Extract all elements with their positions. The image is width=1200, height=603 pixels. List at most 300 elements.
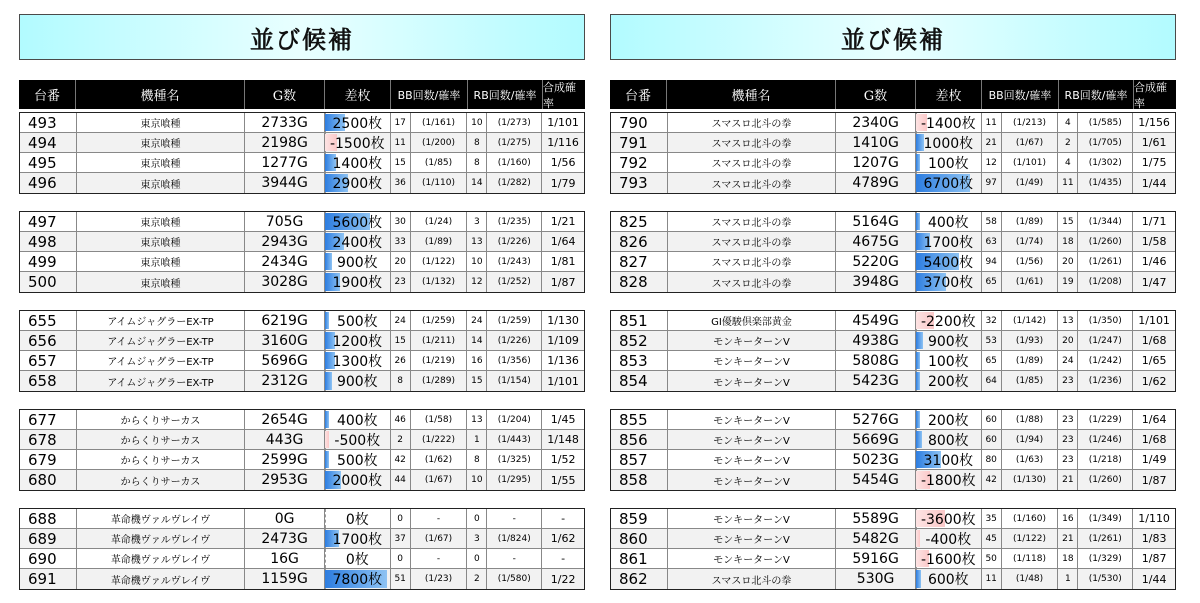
difference-value: -500枚	[334, 432, 381, 449]
machine-number-cell: 854	[611, 371, 668, 391]
difference-bar	[916, 352, 920, 369]
rb-rate-cell: -	[487, 509, 542, 528]
difference-cell	[325, 212, 391, 231]
difference-bar	[916, 530, 920, 547]
difference-value: -1600枚	[920, 551, 976, 568]
difference-bar	[916, 431, 922, 448]
rb-count-cell: 3	[467, 529, 487, 548]
difference-cell	[916, 311, 982, 330]
bb-rate-cell: (1/130)	[1002, 470, 1059, 490]
difference-value: 6700枚	[923, 176, 974, 192]
game-count-cell: 5916G	[836, 549, 916, 568]
bb-count-cell: 94	[982, 252, 1002, 271]
difference-cell	[325, 232, 391, 251]
rb-count-cell: 14	[467, 331, 487, 350]
total-rate-cell: 1/87	[1141, 552, 1167, 565]
total-rate-cell: 1/45	[550, 413, 576, 426]
difference-cell	[916, 212, 982, 231]
machine-number-cell: 500	[20, 272, 77, 292]
bb-rate-cell: (1/219)	[411, 351, 468, 370]
difference-cell	[325, 509, 391, 528]
game-count-cell: 1207G	[836, 153, 916, 172]
total-rate-cell: -	[561, 512, 566, 525]
bb-count-cell: 64	[982, 371, 1002, 391]
machine-number-cell: 656	[20, 331, 77, 350]
table-row	[20, 113, 584, 133]
bb-rate-cell: (1/200)	[411, 133, 468, 152]
machine-number-cell: 678	[20, 430, 77, 449]
rb-count-cell: 13	[467, 410, 487, 429]
panel-title: 並び候補	[19, 14, 585, 60]
machine-number-cell: 790	[611, 113, 668, 132]
table-row	[20, 212, 584, 232]
difference-value: 2500枚	[332, 115, 383, 132]
bb-rate-cell: (1/88)	[1002, 410, 1059, 429]
rb-count-cell: 4	[1058, 153, 1078, 172]
machine-name-cell: 東京喰種	[77, 113, 245, 132]
bb-rate-cell: -	[411, 549, 468, 568]
game-count-cell: 2943G	[245, 232, 325, 251]
table-row	[20, 430, 584, 450]
bb-rate-cell: (1/85)	[1002, 371, 1059, 391]
table-row	[611, 569, 1175, 589]
difference-value: 1200枚	[332, 333, 383, 350]
rb-count-cell: 12	[467, 272, 487, 292]
difference-value: 7800枚	[332, 572, 383, 588]
rb-count-cell: 8	[467, 153, 487, 172]
machine-number-cell: 679	[20, 450, 77, 469]
zero-line	[325, 549, 327, 568]
difference-cell	[325, 252, 391, 271]
difference-cell	[325, 133, 391, 152]
total-rate-cell: 1/22	[550, 572, 576, 586]
rb-count-cell: 14	[467, 173, 487, 193]
rb-rate-cell: (1/435)	[1078, 173, 1133, 193]
total-rate-cell: 1/46	[1141, 255, 1167, 268]
bb-rate-cell: (1/122)	[1002, 529, 1059, 548]
machine-name-cell: モンキーターンV	[668, 351, 836, 370]
header-total: 合成確率	[543, 80, 576, 110]
difference-value: 2400枚	[332, 234, 383, 251]
game-count-cell: 2312G	[245, 371, 325, 391]
difference-bar	[325, 312, 329, 329]
rb-count-cell: 11	[1058, 173, 1078, 193]
rb-rate-cell: (1/204)	[487, 410, 542, 429]
rb-count-cell: 1	[467, 430, 487, 449]
table-row	[611, 410, 1175, 430]
machine-number-cell: 494	[20, 133, 77, 152]
difference-value: 800枚	[927, 432, 969, 449]
bb-count-cell: 11	[982, 569, 1002, 589]
total-rate-cell: 1/65	[1141, 354, 1167, 367]
machine-number-cell: 861	[611, 549, 668, 568]
difference-value: -2200枚	[920, 313, 976, 330]
bb-count-cell: 80	[982, 450, 1002, 469]
machine-number-cell: 858	[611, 470, 668, 490]
machine-number-cell: 493	[20, 113, 77, 132]
table-row	[611, 450, 1175, 470]
machine-name-cell: 東京喰種	[77, 212, 245, 231]
bb-count-cell: 58	[982, 212, 1002, 231]
difference-bar	[325, 253, 332, 270]
difference-cell	[916, 252, 982, 271]
table-row	[611, 549, 1175, 569]
bb-rate-cell: (1/161)	[411, 113, 468, 132]
game-count-cell: 3944G	[245, 173, 325, 193]
difference-cell	[325, 351, 391, 370]
total-rate-cell: 1/110	[1138, 512, 1170, 525]
row-group	[19, 112, 585, 194]
bb-count-cell: 8	[391, 371, 411, 391]
bb-count-cell: 65	[982, 351, 1002, 370]
machine-name-cell: からくりサーカス	[77, 470, 245, 490]
rb-count-cell: 21	[1058, 470, 1078, 490]
row-group	[610, 211, 1176, 293]
difference-bar	[916, 372, 920, 390]
bb-count-cell: 46	[391, 410, 411, 429]
difference-cell	[325, 331, 391, 350]
difference-cell	[916, 232, 982, 251]
total-rate-cell: 1/87	[550, 275, 576, 289]
table-row	[20, 153, 584, 173]
game-count-cell: 4675G	[836, 232, 916, 251]
panel-left	[19, 14, 585, 588]
bb-rate-cell: (1/89)	[1002, 351, 1059, 370]
table-row	[611, 133, 1175, 153]
machine-name-cell: モンキーターンV	[668, 470, 836, 490]
machine-name-cell: スマスロ北斗の拳	[668, 569, 836, 589]
difference-value: -1500枚	[329, 135, 385, 152]
difference-cell	[916, 450, 982, 469]
game-count-cell: 5808G	[836, 351, 916, 370]
difference-cell	[325, 430, 391, 449]
difference-value: 5600枚	[332, 214, 383, 231]
machine-number-cell: 689	[20, 529, 77, 548]
game-count-cell: 4789G	[836, 173, 916, 193]
total-rate-cell: 1/68	[1141, 334, 1167, 347]
difference-value: -400枚	[925, 531, 972, 548]
game-count-cell: 2953G	[245, 470, 325, 490]
machine-number-cell: 688	[20, 509, 77, 528]
game-count-cell: 5696G	[245, 351, 325, 370]
difference-cell	[325, 173, 391, 193]
row-group	[19, 409, 585, 491]
machine-number-cell: 495	[20, 153, 77, 172]
total-rate-cell: 1/21	[550, 215, 576, 228]
bb-count-cell: 21	[982, 133, 1002, 152]
rb-count-cell: 13	[467, 232, 487, 251]
table-row	[20, 509, 584, 529]
total-rate-cell: -	[561, 552, 566, 565]
difference-value: 100枚	[927, 353, 969, 370]
table-row	[611, 470, 1175, 490]
total-rate-cell: 1/68	[1141, 433, 1167, 446]
difference-cell	[916, 549, 982, 568]
game-count-cell: 5454G	[836, 470, 916, 490]
table-row	[611, 509, 1175, 529]
table-row	[20, 252, 584, 272]
rb-count-cell: 0	[467, 509, 487, 528]
difference-cell	[325, 113, 391, 132]
difference-cell	[916, 430, 982, 449]
table-header	[19, 80, 585, 109]
difference-value: 200枚	[927, 374, 969, 390]
difference-cell	[325, 569, 391, 589]
bb-rate-cell: (1/122)	[411, 252, 468, 271]
game-count-cell: 2599G	[245, 450, 325, 469]
rb-rate-cell: (1/208)	[1078, 272, 1133, 292]
machine-name-cell: 東京喰種	[77, 232, 245, 251]
difference-cell	[916, 351, 982, 370]
rb-rate-cell: (1/275)	[487, 133, 542, 152]
row-group	[610, 508, 1176, 590]
machine-number-cell: 856	[611, 430, 668, 449]
game-count-cell: 705G	[245, 212, 325, 231]
difference-cell	[916, 113, 982, 132]
rb-count-cell: 15	[467, 371, 487, 391]
rb-rate-cell: (1/705)	[1078, 133, 1133, 152]
header-difference: 差枚	[325, 80, 391, 109]
total-rate-cell: 1/49	[1141, 453, 1167, 466]
machine-name-cell: からくりサーカス	[77, 450, 245, 469]
game-count-cell: 4938G	[836, 331, 916, 350]
difference-value: 3100枚	[923, 452, 974, 469]
rb-count-cell: 16	[1058, 509, 1078, 528]
rb-rate-cell: (1/235)	[487, 212, 542, 231]
table-row	[611, 212, 1175, 232]
bb-count-cell: 30	[391, 212, 411, 231]
row-group	[610, 310, 1176, 392]
game-count-cell: 5669G	[836, 430, 916, 449]
machine-number-cell: 497	[20, 212, 77, 231]
bb-rate-cell: (1/67)	[411, 529, 468, 548]
rb-count-cell: 21	[1058, 529, 1078, 548]
rb-rate-cell: (1/252)	[487, 272, 542, 292]
game-count-cell: 5220G	[836, 252, 916, 271]
total-rate-cell: 1/79	[550, 176, 576, 190]
machine-number-cell: 828	[611, 272, 668, 292]
machine-name-cell: GI優駿倶楽部黄金	[668, 311, 836, 330]
table-row	[611, 113, 1175, 133]
machine-number-cell: 792	[611, 153, 668, 172]
rb-rate-cell: (1/443)	[487, 430, 542, 449]
game-count-cell: 2434G	[245, 252, 325, 271]
rb-rate-cell: (1/218)	[1078, 450, 1133, 469]
rb-rate-cell: (1/229)	[1078, 410, 1133, 429]
bb-rate-cell: (1/63)	[1002, 450, 1059, 469]
difference-value: 2900枚	[332, 176, 383, 192]
bb-rate-cell: (1/118)	[1002, 549, 1059, 568]
difference-value: 900枚	[336, 254, 378, 271]
difference-bar	[325, 411, 329, 428]
rb-count-cell: 23	[1058, 371, 1078, 391]
bb-count-cell: 63	[982, 232, 1002, 251]
bb-count-cell: 12	[982, 153, 1002, 172]
machine-number-cell: 827	[611, 252, 668, 271]
total-rate-cell: 1/101	[547, 116, 579, 129]
total-rate-cell: 1/130	[547, 314, 579, 327]
header-rb: RB回数/確率	[468, 80, 543, 109]
bb-rate-cell: (1/48)	[1002, 569, 1059, 589]
bb-count-cell: 11	[982, 113, 1002, 132]
difference-value: 400枚	[336, 412, 378, 429]
rb-rate-cell: (1/302)	[1078, 153, 1133, 172]
panel-title: 並び候補	[610, 14, 1176, 60]
difference-cell	[916, 509, 982, 528]
table-row	[20, 470, 584, 490]
difference-value: 3700枚	[923, 275, 974, 291]
machine-name-cell: 革命機ヴァルヴレイヴ	[77, 529, 245, 548]
difference-bar	[325, 372, 332, 390]
difference-cell	[916, 529, 982, 548]
bb-count-cell: 26	[391, 351, 411, 370]
rb-count-cell: 23	[1058, 430, 1078, 449]
machine-number-cell: 691	[20, 569, 77, 589]
bb-count-cell: 60	[982, 410, 1002, 429]
rb-rate-cell: (1/350)	[1078, 311, 1133, 330]
rb-rate-cell: (1/344)	[1078, 212, 1133, 231]
difference-value: 1400枚	[332, 155, 383, 172]
machine-number-cell: 851	[611, 311, 668, 330]
game-count-cell: 0G	[245, 509, 325, 528]
total-rate-cell: 1/55	[550, 473, 576, 487]
header-bb: BB回数/確率	[982, 80, 1059, 109]
rb-count-cell: 0	[467, 549, 487, 568]
total-rate-cell: 1/136	[547, 354, 579, 367]
rb-rate-cell: (1/261)	[1078, 529, 1133, 548]
machine-number-cell: 690	[20, 549, 77, 568]
rb-rate-cell: -	[487, 549, 542, 568]
difference-cell	[325, 450, 391, 469]
table-row	[611, 430, 1175, 450]
game-count-cell: 2654G	[245, 410, 325, 429]
rb-count-cell: 3	[467, 212, 487, 231]
machine-number-cell: 826	[611, 232, 668, 251]
bb-count-cell: 2	[391, 430, 411, 449]
bb-count-cell: 23	[391, 272, 411, 292]
table-row	[611, 529, 1175, 549]
bb-rate-cell: (1/89)	[411, 232, 468, 251]
total-rate-cell: 1/64	[550, 235, 576, 248]
row-group	[19, 310, 585, 392]
bb-count-cell: 42	[982, 470, 1002, 490]
table-row	[20, 529, 584, 549]
bb-count-cell: 37	[391, 529, 411, 548]
rb-count-cell: 23	[1058, 410, 1078, 429]
machine-name-cell: モンキーターンV	[668, 529, 836, 548]
rb-count-cell: 10	[467, 113, 487, 132]
machine-number-cell: 857	[611, 450, 668, 469]
difference-value: 600枚	[927, 572, 969, 588]
rb-rate-cell: (1/236)	[1078, 371, 1133, 391]
rb-count-cell: 8	[467, 450, 487, 469]
rb-rate-cell: (1/160)	[487, 153, 542, 172]
game-count-cell: 3948G	[836, 272, 916, 292]
table-row	[20, 232, 584, 252]
bb-rate-cell: (1/93)	[1002, 331, 1059, 350]
row-group	[610, 112, 1176, 194]
bb-rate-cell: (1/62)	[411, 450, 468, 469]
row-group	[19, 211, 585, 293]
difference-value: 900枚	[927, 333, 969, 350]
header-difference: 差枚	[916, 80, 982, 109]
game-count-cell: 443G	[245, 430, 325, 449]
rb-count-cell: 24	[467, 311, 487, 330]
machine-name-cell: 東京喰種	[77, 133, 245, 152]
rb-count-cell: 20	[1058, 252, 1078, 271]
bb-count-cell: 24	[391, 311, 411, 330]
difference-value: 2000枚	[332, 473, 383, 489]
machine-name-cell: アイムジャグラーEX-TP	[77, 331, 245, 350]
machine-number-cell: 860	[611, 529, 668, 548]
total-rate-cell: 1/58	[1141, 235, 1167, 248]
difference-cell	[916, 173, 982, 193]
total-rate-cell: 1/71	[1141, 215, 1167, 228]
difference-bar	[916, 411, 920, 428]
table-row	[611, 331, 1175, 351]
bb-count-cell: 33	[391, 232, 411, 251]
rb-rate-cell: (1/246)	[1078, 430, 1133, 449]
rb-count-cell: 2	[467, 569, 487, 589]
difference-cell	[325, 529, 391, 548]
bb-count-cell: 50	[982, 549, 1002, 568]
game-count-cell: 5164G	[836, 212, 916, 231]
rb-count-cell: 10	[467, 470, 487, 490]
difference-value: 1300枚	[332, 353, 383, 370]
machine-name-cell: モンキーターンV	[668, 331, 836, 350]
difference-value: 1700枚	[332, 531, 383, 548]
bb-rate-cell: (1/58)	[411, 410, 468, 429]
bb-rate-cell: (1/67)	[1002, 133, 1059, 152]
difference-value: 200枚	[927, 412, 969, 429]
total-rate-cell: 1/62	[550, 532, 576, 545]
rb-count-cell: 15	[1058, 212, 1078, 231]
difference-value: -1400枚	[920, 115, 976, 132]
machine-name-cell: スマスロ北斗の拳	[668, 173, 836, 193]
difference-bar	[325, 451, 329, 468]
machine-name-cell: スマスロ北斗の拳	[668, 272, 836, 292]
difference-value: 0枚	[345, 511, 369, 528]
difference-value: 100枚	[927, 155, 969, 172]
difference-value: 400枚	[927, 214, 969, 231]
difference-value: 500枚	[336, 452, 378, 469]
rb-rate-cell: (1/530)	[1078, 569, 1133, 589]
machine-name-cell: 革命機ヴァルヴレイヴ	[77, 569, 245, 589]
game-count-cell: 5023G	[836, 450, 916, 469]
header-rb: RB回数/確率	[1059, 80, 1134, 109]
machine-number-cell: 655	[20, 311, 77, 330]
machine-number-cell: 498	[20, 232, 77, 251]
table-row	[611, 173, 1175, 193]
machine-name-cell: アイムジャグラーEX-TP	[77, 351, 245, 370]
bb-count-cell: 17	[391, 113, 411, 132]
bb-rate-cell: (1/67)	[411, 470, 468, 490]
game-count-cell: 3160G	[245, 331, 325, 350]
total-rate-cell: 1/44	[1141, 572, 1167, 586]
rb-rate-cell: (1/154)	[487, 371, 542, 391]
table-row	[20, 173, 584, 193]
difference-value: -3600枚	[920, 511, 976, 528]
game-count-cell: 4549G	[836, 311, 916, 330]
total-rate-cell: 1/81	[550, 255, 576, 268]
bb-rate-cell: (1/289)	[411, 371, 468, 391]
bb-rate-cell: (1/213)	[1002, 113, 1059, 132]
table-row	[20, 331, 584, 351]
table-row	[611, 272, 1175, 292]
rb-rate-cell: (1/226)	[487, 331, 542, 350]
game-count-cell: 1159G	[245, 569, 325, 589]
machine-name-cell: モンキーターンV	[668, 410, 836, 429]
